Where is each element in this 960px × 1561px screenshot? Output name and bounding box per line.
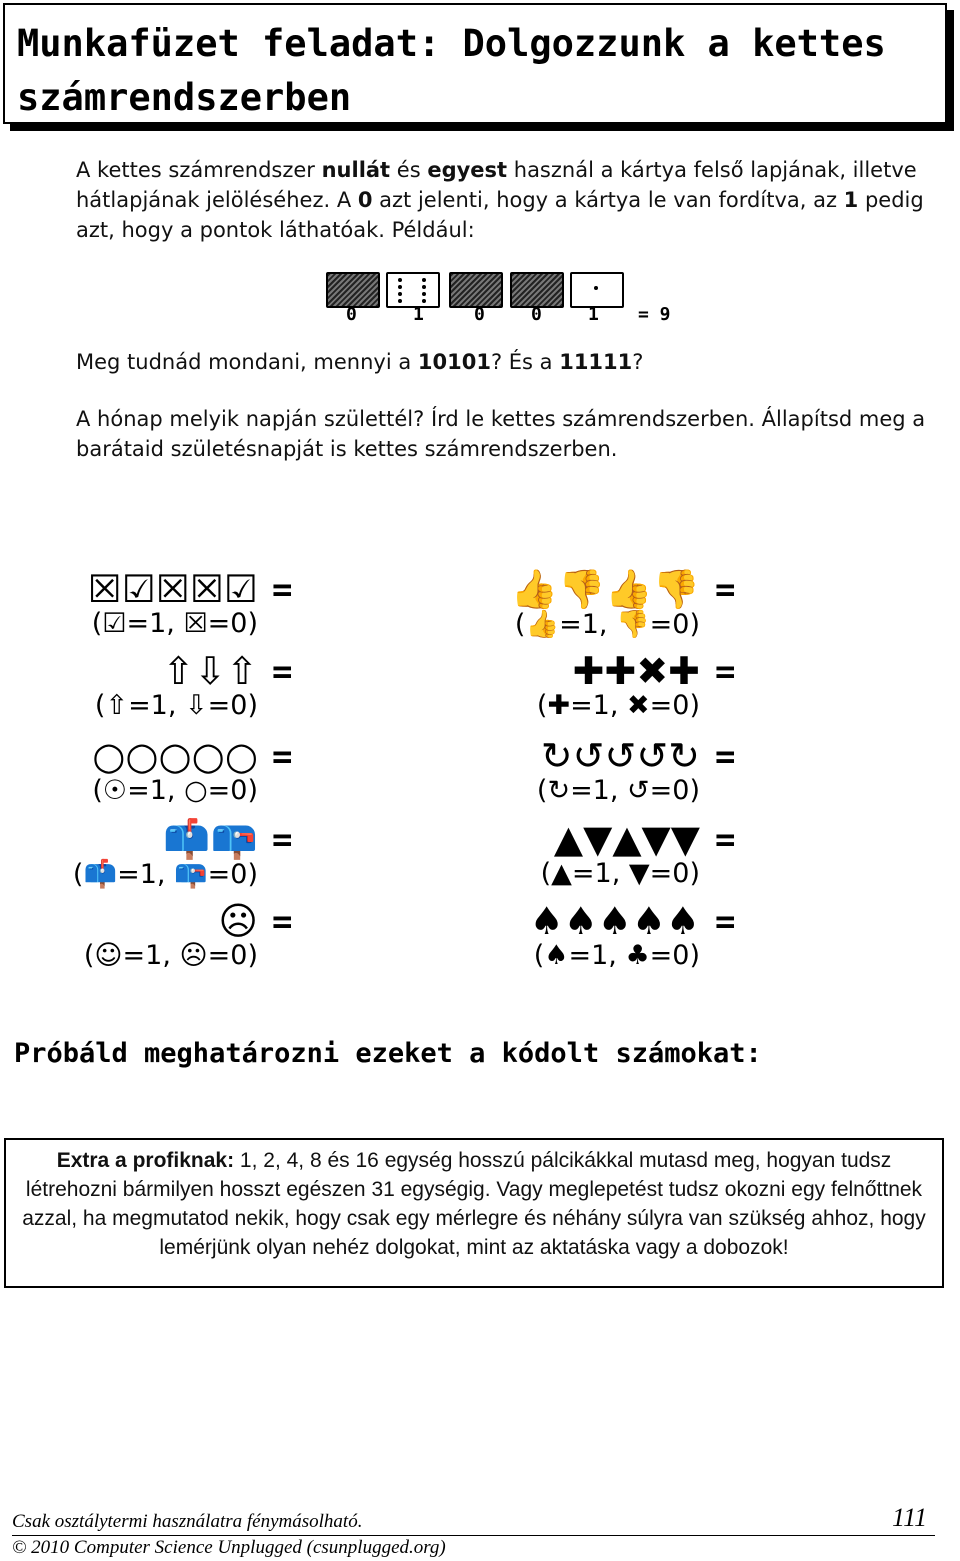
intro-text: használ a kártya felső lapjának, illetve hátlapjának jelöléséhez. A <box>76 158 917 212</box>
puzzle-equals: = <box>272 570 293 610</box>
intro-bold-zero: 0 <box>357 188 373 212</box>
card-face-down <box>449 272 503 308</box>
try-heading: Próbáld meghatározni ezeket a kódolt számokat: <box>14 1038 762 1069</box>
footer-line-1: Csak osztálytermi használatra fénymásolható. <box>12 1511 363 1532</box>
puzzle-symbols: ♠♠♠♠♠ <box>529 899 700 943</box>
title-box <box>3 3 947 124</box>
puzzle-equals: = <box>272 820 293 860</box>
puzzle-symbols: ○○○○○ <box>92 734 258 778</box>
puzzle-equals: = <box>715 902 736 942</box>
digit-label: 0 <box>474 304 485 325</box>
page-number: 111 <box>892 1503 928 1532</box>
question-binary-numbers <box>76 350 643 374</box>
puzzle-legend: (☉=1, ○=0) <box>92 775 258 806</box>
card-eight-dots <box>386 272 440 308</box>
q1-text: ? És a <box>490 350 560 374</box>
puzzle-legend: (↻=1, ↺=0) <box>536 775 700 806</box>
intro-bold-one: 1 <box>843 188 859 212</box>
puzzle-symbols: ⇧⇩⇧ <box>162 649 258 693</box>
intro-text: azt jelenti, hogy a kártya le van fordítva, az <box>372 188 844 212</box>
puzzle-equals: = <box>715 737 736 777</box>
card-face-down <box>510 272 564 308</box>
puzzle-equals: = <box>715 820 736 860</box>
example-result: = 9 <box>638 304 671 325</box>
puzzle-symbols: ☹ <box>218 899 258 943</box>
puzzle-symbols: ✚✚✖✚ <box>572 649 700 693</box>
puzzle-legend: (👍=1, 👎=0) <box>514 609 700 640</box>
intro-paragraph <box>76 155 936 245</box>
page-title: Munkafüzet feladat: Dolgozzunk a kettes számrendszerben <box>17 22 886 119</box>
digit-label: 0 <box>531 304 542 325</box>
puzzle-symbols: 📫📪 <box>163 817 258 861</box>
extra-challenge-box <box>4 1138 944 1288</box>
intro-text: A kettes számrendszer <box>76 158 322 182</box>
intro-bold-one-word: egyest <box>427 158 508 182</box>
intro-text: és <box>390 158 428 182</box>
puzzle-symbols: ▲▼▲▼▼ <box>553 817 700 861</box>
q1-number-a: 10101 <box>417 350 491 374</box>
q1-text: ? <box>632 350 644 374</box>
card-face-down <box>326 272 380 308</box>
digit-label: 1 <box>588 304 599 325</box>
intro-bold-zero-word: nullát <box>321 158 391 182</box>
digit-label: 0 <box>346 304 357 325</box>
puzzle-symbols: ↻↺↺↺↻ <box>540 734 700 778</box>
puzzle-legend: (♠=1, ♣=0) <box>533 940 700 971</box>
puzzle-legend: (☺=1, ☹=0) <box>83 940 258 971</box>
puzzle-symbols: ☒☑☒☒☑ <box>87 567 258 611</box>
puzzle-equals: = <box>272 737 293 777</box>
puzzle-equals: = <box>715 570 736 610</box>
q1-number-b: 11111 <box>559 350 633 374</box>
puzzle-symbols: 👍👎👍👎 <box>510 567 700 611</box>
puzzle-legend: (▲=1, ▼=0) <box>540 858 700 889</box>
footer-line-2: © 2010 Computer Science Unplugged (csunplugged.org) <box>12 1537 446 1558</box>
puzzle-equals: = <box>715 652 736 692</box>
digit-label: 1 <box>413 304 424 325</box>
extra-text: 1, 2, 4, 8 és 16 egység hosszú pálcikákkal mutasd meg, hogyan tudsz létrehozni bármilyen hosszt egészen 31 egységig. Vagy meglepetést tudsz okozni egy felnőttnek azzal, ha megmutatod nekik, hogy csak egy mérlegre és néhány súlyra van szükség ahhoz, hogy lemérjünk olyan nehéz dolgokat, mint az aktatáska vagy a dobozok! <box>22 1149 926 1259</box>
puzzle-equals: = <box>272 902 293 942</box>
puzzle-legend: (📫=1, 📪=0) <box>72 859 258 890</box>
puzzle-legend: (☑=1, ☒=0) <box>91 608 258 639</box>
q1-text: Meg tudnád mondani, mennyi a <box>76 350 418 374</box>
puzzle-legend: (⇧=1, ⇩=0) <box>94 690 258 721</box>
puzzle-equals: = <box>272 652 293 692</box>
question-birthday: A hónap melyik napján születtél? Írd le kettes számrendszerben. Állapítsd meg a barátaid születésnapját is kettes számrendszerben. <box>76 407 926 461</box>
footer-copyright <box>12 1509 446 1561</box>
intro-text: pedig azt, hogy a pontok láthatóak. Például: <box>76 188 924 242</box>
extra-lead: Extra a profiknak: <box>56 1149 235 1172</box>
puzzle-legend: (✚=1, ✖=0) <box>536 690 700 721</box>
card-one-dot <box>570 272 624 308</box>
